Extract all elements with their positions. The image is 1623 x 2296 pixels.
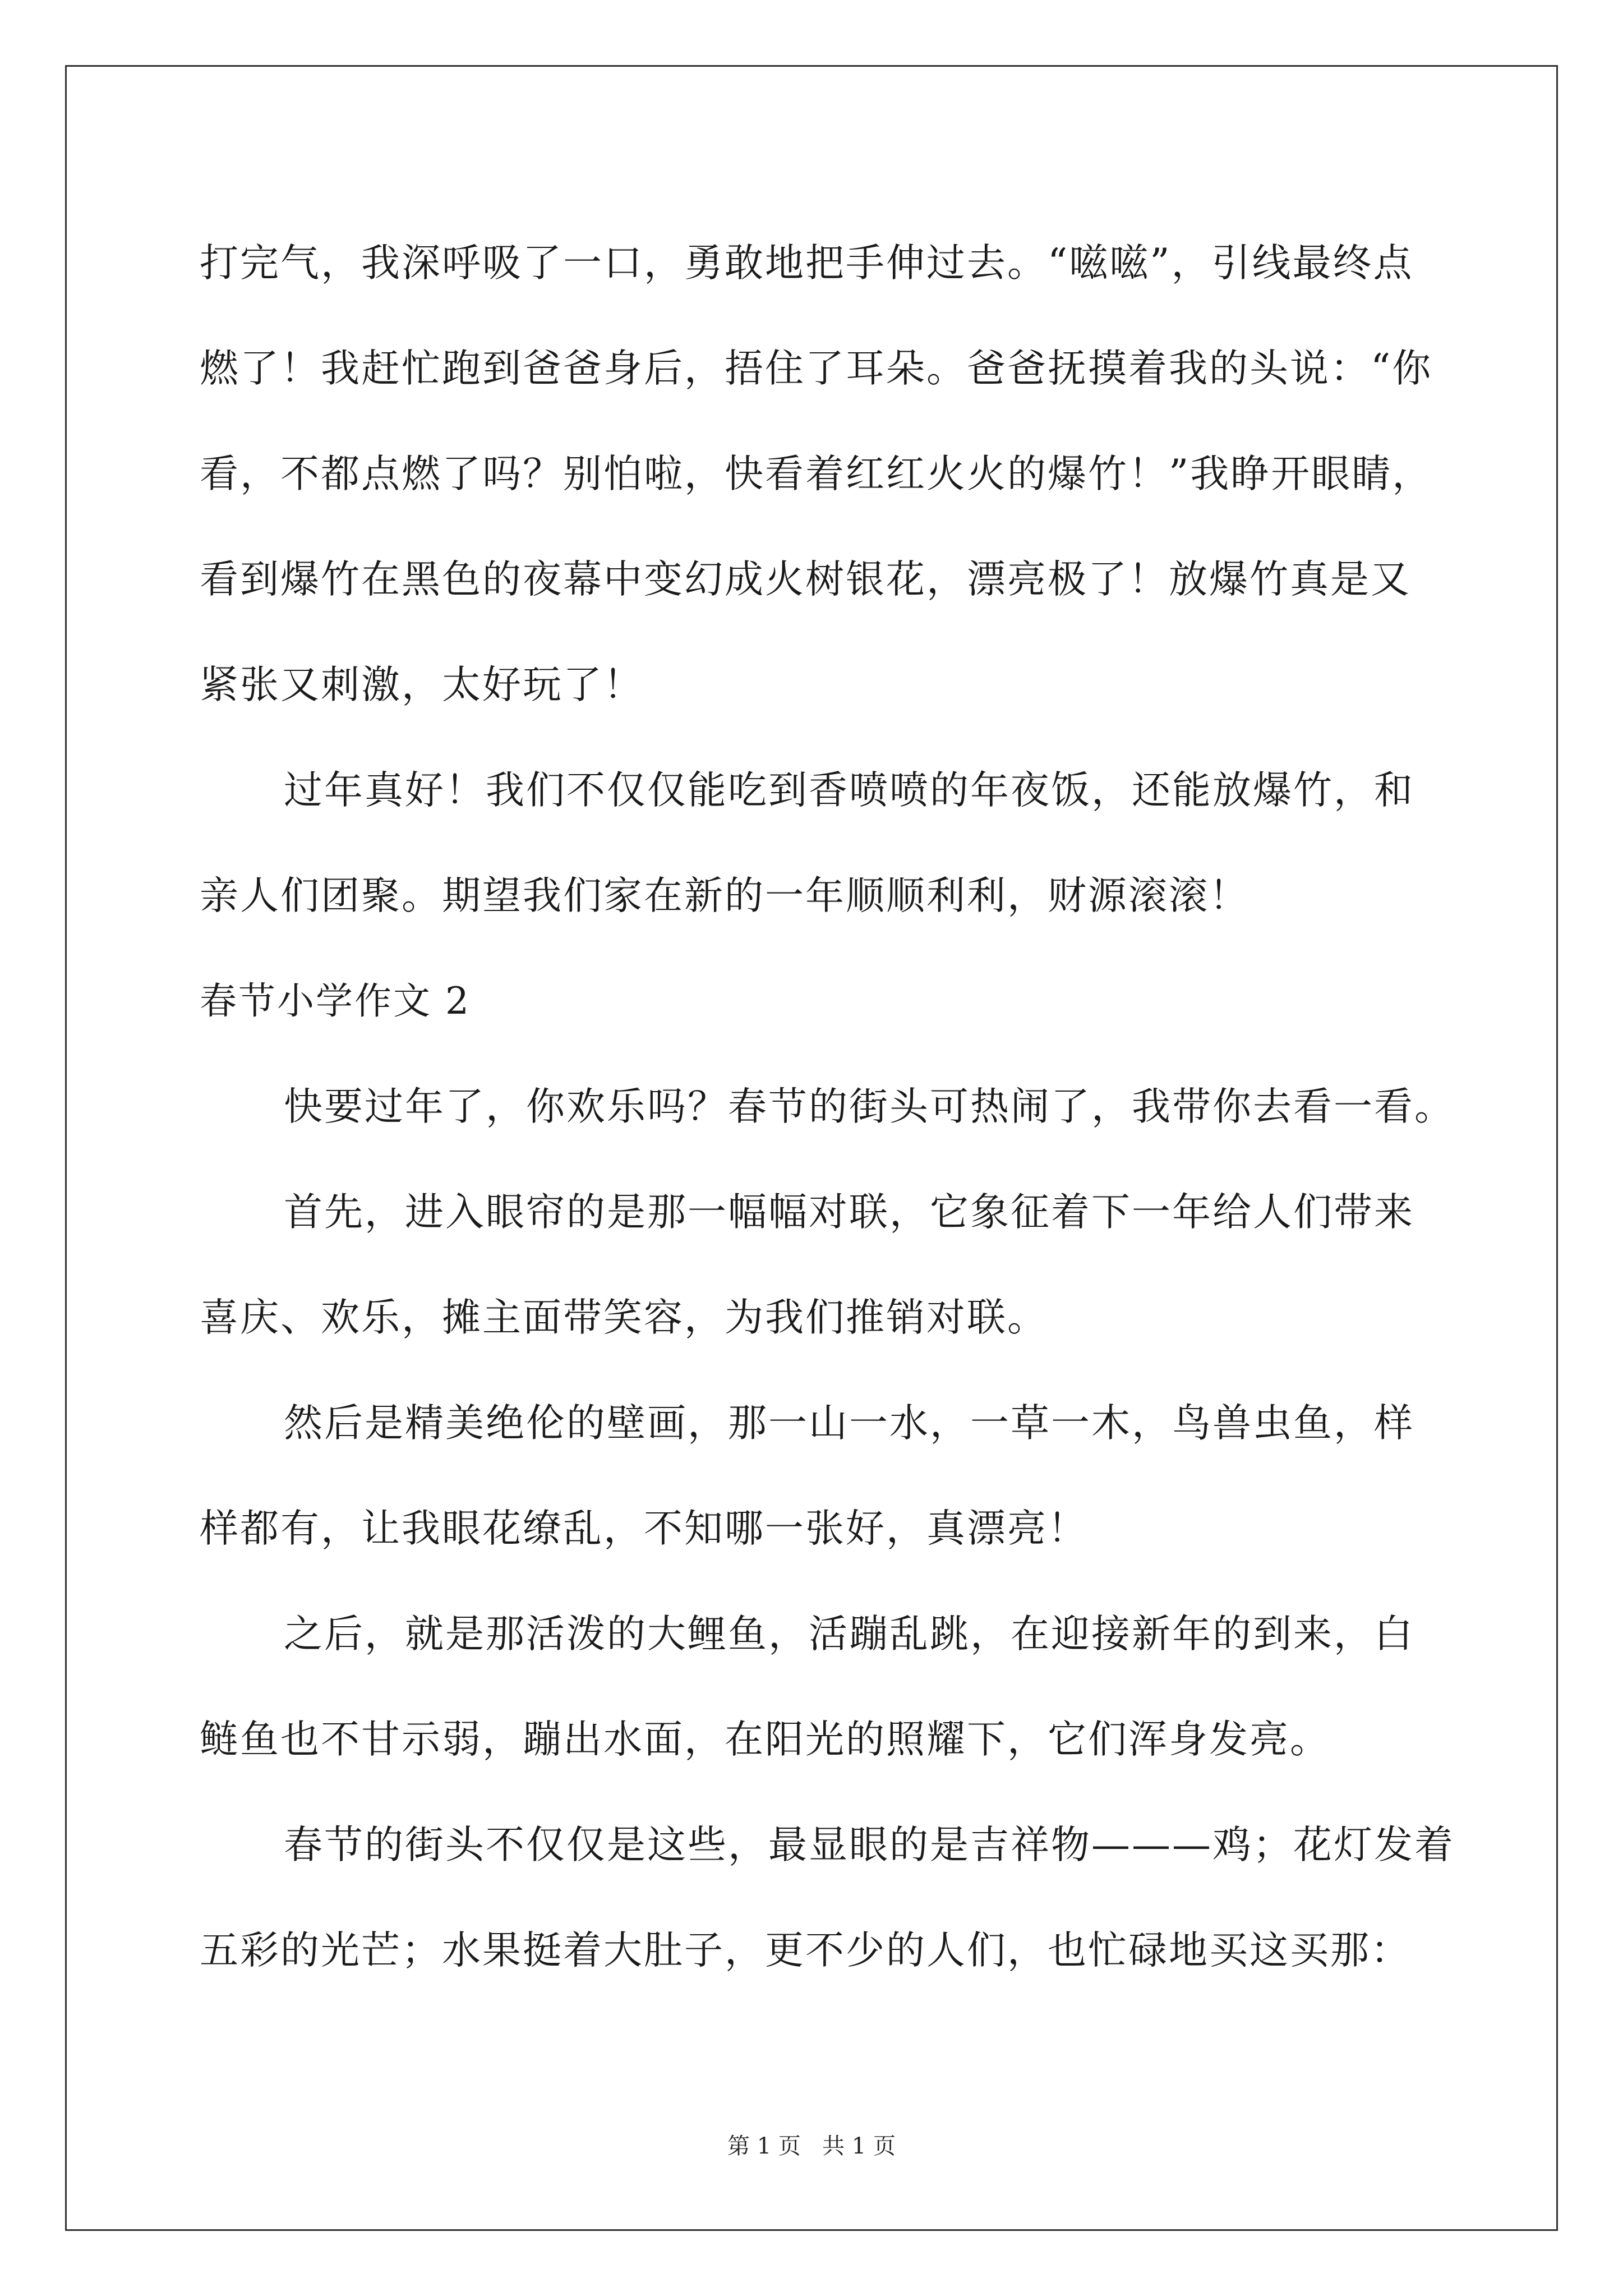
page-number-footer: 第 1 页 共 1 页 [727,2133,896,2159]
text-line: 喜庆、欢乐，摊主面带笑容，为我们推销对联。 [200,1295,1048,1340]
text-line: 过年真好！我们不仅仅能吃到香喷喷的年夜饭，还能放爆竹，和 [284,768,1414,813]
text-line: 首先，进入眼帘的是那一幅幅对联，它象征着下一年给人们带来 [284,1190,1414,1235]
text-line: 春节的街头不仅仅是这些，最显眼的是吉祥物———鸡；花灯发着 [284,1823,1455,1867]
section-heading: 春节小学作文 2 [200,979,471,1023]
text-line: 之后，就是那活泼的大鲤鱼，活蹦乱跳，在迎接新年的到来，白 [284,1612,1414,1657]
text-line: 快要过年了，你欢乐吗？春节的街头可热闹了，我带你去看一看。 [284,1084,1455,1129]
text-line: 亲人们团聚。期望我们家在新的一年顺顺利利，财源滚滚！ [200,873,1249,918]
text-line: 五彩的光芒；水果挺着大肚子，更不少的人们，也忙碌地买这买那： [200,1928,1411,1973]
text-line: 鲢鱼也不甘示弱，蹦出水面，在阳光的照耀下，它们浑身发亮。 [200,1717,1330,1762]
text-line: 样都有，让我眼花缭乱，不知哪一张好，真漂亮！ [200,1506,1088,1551]
document-body [200,210,1455,2003]
text-line: 看到爆竹在黑色的夜幕中变幻成火树银花，漂亮极了！放爆竹真是又 [200,557,1411,602]
text-line: 紧张又刺激，太好玩了！ [200,662,644,707]
text-line: 燃了！我赶忙跑到爸爸身后，捂住了耳朵。爸爸抚摸着我的头说：“你 [200,346,1433,391]
text-line: 然后是精美绝伦的壁画，那一山一水，一草一木，鸟兽虫鱼，样 [284,1401,1414,1446]
text-line: 打完气，我深呼吸了一口，勇敢地把手伸过去。“嗞嗞”，引线最终点 [200,241,1414,286]
text-line: 看，不都点燃了吗？别怕啦，快看着红红火火的爆竹！”我睁开眼睛， [200,452,1433,496]
